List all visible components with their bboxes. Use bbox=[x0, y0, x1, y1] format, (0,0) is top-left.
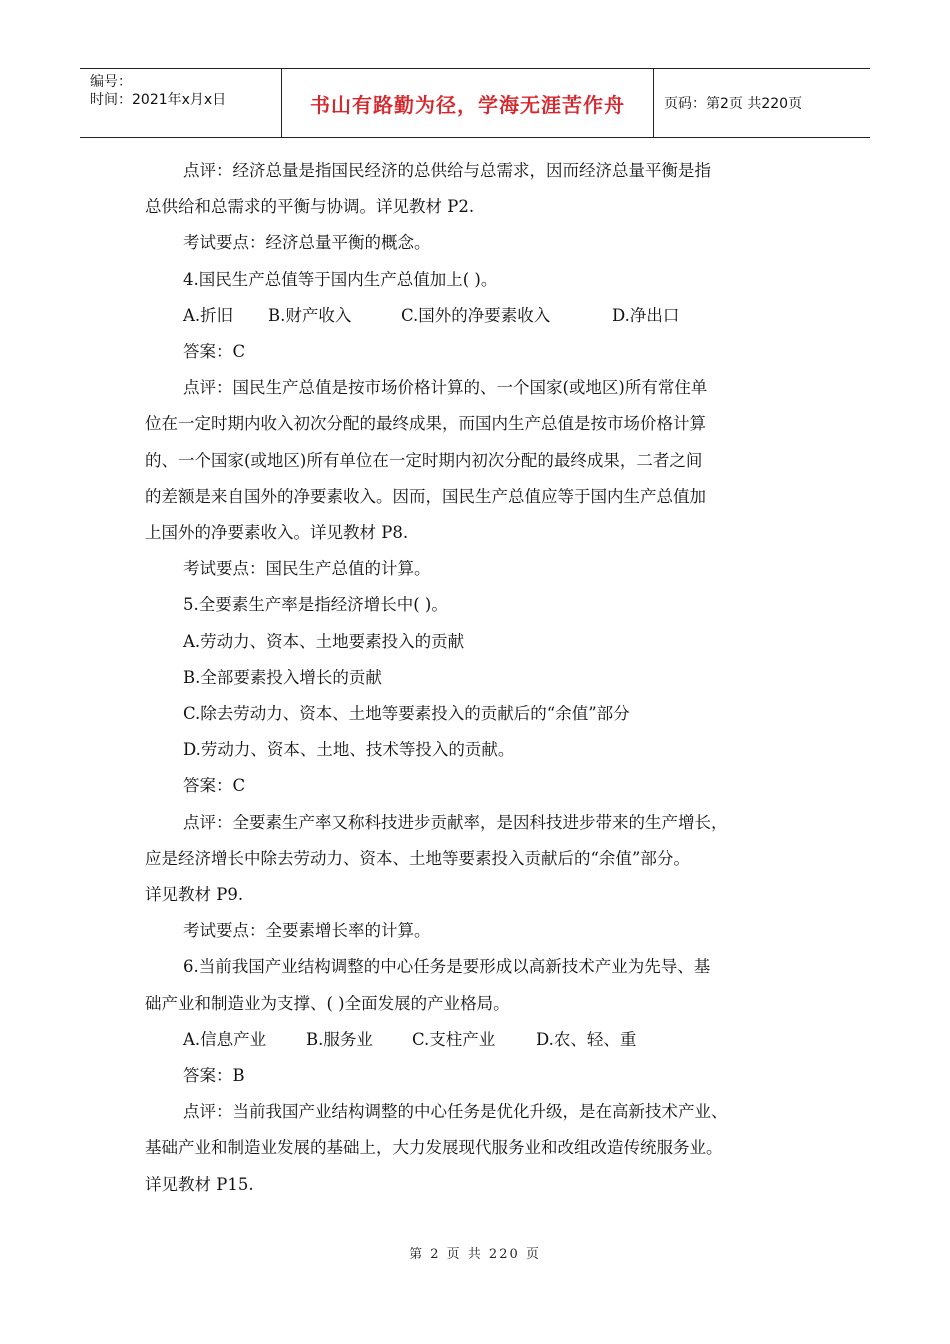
text-line: 考试要点：全要素增长率的计算。 bbox=[183, 921, 431, 941]
text-line: 点评：全要素生产率又称科技进步贡献率，是因科技进步带来的生产增长， bbox=[183, 812, 728, 832]
answer-line: 答案：C bbox=[183, 776, 246, 796]
text-line: 点评：经济总量是指国民经济的总供给与总需求，因而经济总量平衡是指 bbox=[183, 161, 711, 180]
document-body bbox=[145, 153, 810, 1203]
question-6: 6.当前我国产业结构调整的中心任务是要形成以高新技术产业为先导、基 bbox=[183, 957, 711, 977]
text-line: 上国外的净要素收入。详见教材 P8. bbox=[145, 523, 409, 543]
text-line: 考试要点：国民生产总值的计算。 bbox=[183, 559, 431, 579]
code-label: 编号： bbox=[90, 74, 132, 90]
text-line: 总供给和总需求的平衡与协调。详见教材 P2. bbox=[145, 197, 475, 217]
q4-option-b: B.财产收入 bbox=[268, 305, 352, 325]
text-line: 的、一个国家(或地区)所有单位在一定时期内初次分配的最终成果，二者之间 bbox=[145, 450, 703, 470]
page-header bbox=[80, 68, 870, 138]
text-line: 详见教材 P15. bbox=[145, 1174, 254, 1194]
q5-option-d: D.劳动力、资本、土地、技术等投入的贡献。 bbox=[183, 740, 515, 760]
answer-line: 答案：B bbox=[183, 1066, 245, 1086]
q6-options bbox=[145, 1022, 810, 1058]
text-line: 础产业和制造业为支撑、( )全面发展的产业格局。 bbox=[145, 993, 510, 1013]
q5-option-b: B.全部要素投入增长的贡献 bbox=[183, 667, 382, 687]
time-label: 时间：2021年x月x日 bbox=[90, 92, 227, 108]
answer-line: 答案：C bbox=[183, 342, 246, 362]
header-meta bbox=[80, 69, 282, 137]
q5-option-c: C.除去劳动力、资本、土地等要素投入的贡献后的“余值”部分 bbox=[183, 704, 630, 724]
question-5: 5.全要素生产率是指经济增长中( )。 bbox=[183, 595, 448, 615]
text-line: 点评：当前我国产业结构调整的中心任务是优化升级，是在高新技术产业、 bbox=[183, 1102, 728, 1122]
text-line: 基础产业和制造业发展的基础上，大力发展现代服务业和改组改造传统服务业。 bbox=[145, 1138, 723, 1158]
q4-option-a: A.折旧 bbox=[183, 305, 234, 325]
text-line: 详见教材 P9. bbox=[145, 885, 244, 905]
text-line: 点评：国民生产总值是按市场价格计算的、一个国家(或地区)所有常住单 bbox=[183, 378, 708, 398]
q6-option-a: A.信息产业 bbox=[183, 1029, 267, 1049]
text-line: 考试要点：经济总量平衡的概念。 bbox=[183, 233, 431, 253]
q6-option-b: B.服务业 bbox=[306, 1029, 373, 1049]
text-line: 应是经济增长中除去劳动力、资本、土地等要素投入贡献后的“余值”部分。 bbox=[145, 848, 690, 868]
header-page-info: 页码：第2页 共220页 bbox=[664, 96, 803, 112]
q5-option-a: A.劳动力、资本、土地要素投入的贡献 bbox=[183, 631, 465, 651]
header-motto: 书山有路勤为径，学海无涯苦作舟 bbox=[282, 69, 654, 137]
question-4: 4.国民生产总值等于国内生产总值加上( )。 bbox=[183, 269, 498, 289]
q4-option-d: D.净出口 bbox=[612, 305, 680, 325]
q4-option-c: C.国外的净要素收入 bbox=[401, 305, 551, 325]
text-line: 位在一定时期内收入初次分配的最终成果，而国内生产总值是按市场价格计算 bbox=[145, 414, 706, 434]
q6-option-d: D.农、轻、重 bbox=[536, 1029, 637, 1049]
q4-options bbox=[145, 298, 810, 334]
page-footer: 第 2 页 共 220 页 bbox=[409, 1247, 541, 1262]
q6-option-c: C.支柱产业 bbox=[412, 1029, 496, 1049]
text-line: 的差额是来自国外的净要素收入。因而，国民生产总值应等于国内生产总值加 bbox=[145, 486, 706, 506]
